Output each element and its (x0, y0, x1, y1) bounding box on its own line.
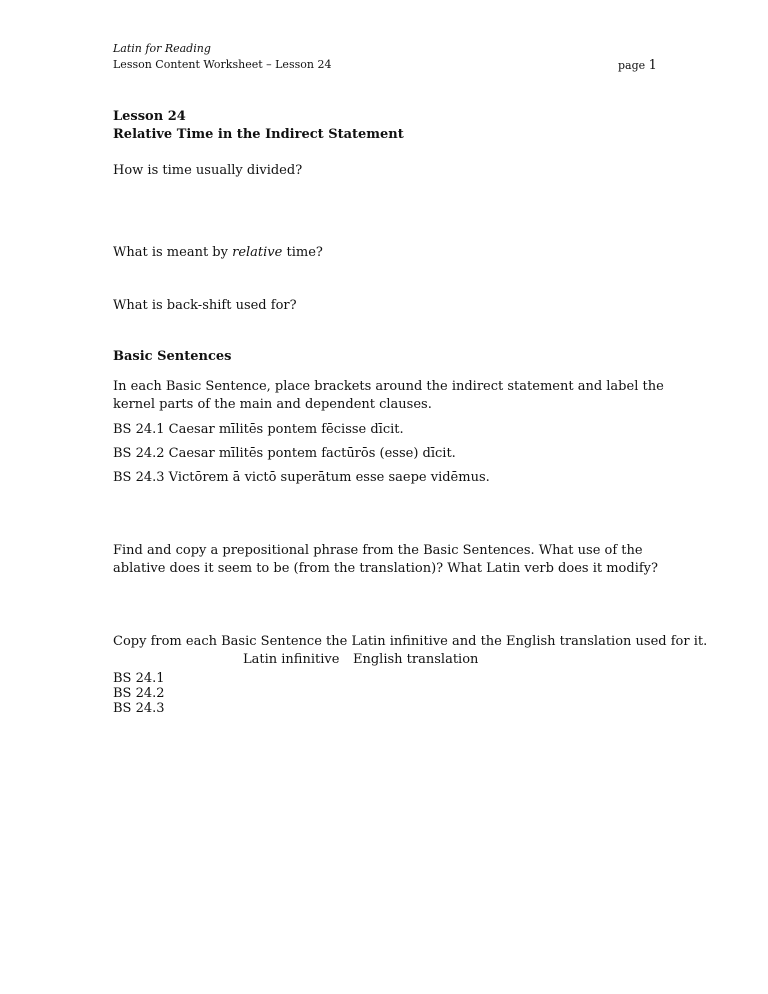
course-title: Latin for Reading (113, 42, 211, 55)
page-label: page (618, 59, 646, 72)
lesson-number: Lesson 24 (113, 109, 186, 124)
question-relative-suffix: time? (282, 245, 323, 260)
basic-sentences-heading: Basic Sentences (113, 349, 232, 364)
column-english-translation: English translation (353, 652, 479, 667)
copy-instruction: Copy from each Basic Sentence the Latin infinitive and the English translation used for it. (113, 634, 708, 649)
worksheet-title: Lesson Content Worksheet – Lesson 24 (113, 58, 332, 71)
question-relative-emphasis: relative (232, 245, 283, 260)
page-number: 1 (648, 58, 657, 73)
column-latin-infinitive: Latin infinitive (243, 652, 340, 667)
copy-row-24-2: BS 24.2 (113, 686, 165, 701)
copy-table-header (243, 652, 479, 667)
lesson-title: Relative Time in the Indirect Statement (113, 127, 404, 142)
question-relative-prefix: What is meant by (113, 245, 233, 260)
basic-sentences-instructions: In each Basic Sentence, place brackets around the indirect statement and label the kernel parts of the main and dependent clauses. (113, 379, 664, 412)
copy-row-24-1: BS 24.1 (113, 671, 165, 686)
question-relative-time (113, 245, 323, 260)
page-indicator (618, 58, 657, 73)
question-time-divided: How is time usually divided? (113, 163, 303, 178)
question-back-shift: What is back-shift used for? (113, 298, 297, 313)
basic-sentence-24-1: BS 24.1 Caesar mīlitēs pontem fēcisse dīcit. (113, 422, 404, 437)
basic-sentence-24-3: BS 24.3 Victōrem ā victō superātum esse saepe vidēmus. (113, 470, 490, 485)
prepositional-phrase-question: Find and copy a prepositional phrase from the Basic Sentences. What use of the ablative does it seem to be (from the translation)? What Latin verb does it modify? (113, 543, 658, 576)
basic-sentence-24-2: BS 24.2 Caesar mīlitēs pontem factūrōs (esse) dīcit. (113, 446, 456, 461)
copy-row-24-3: BS 24.3 (113, 701, 165, 716)
